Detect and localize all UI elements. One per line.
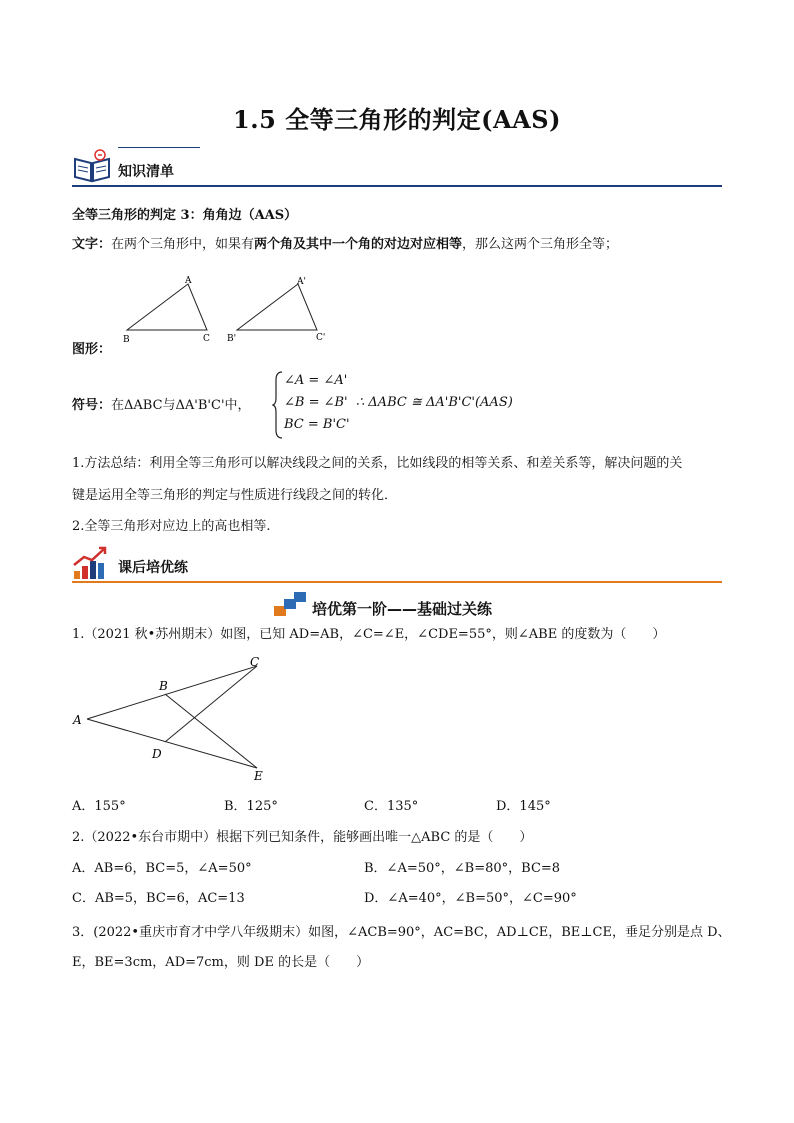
option-a[interactable]: A．AB=6，BC=5，∠A=50° (72, 861, 252, 876)
figure-label: 图形： (72, 342, 112, 357)
section-header-practice (72, 539, 722, 583)
book-icon (72, 149, 112, 185)
condition-angle-b: ∠B = ∠B' (284, 395, 348, 410)
vertex-label-a: A (185, 276, 192, 286)
system-brace (272, 370, 284, 440)
question-1-text: 1.（2021 秋•苏州期末）如图，已知 AD=AB，∠C=∠E，∠CDE=55°，则∠ABE 的度数为（ ） (72, 627, 666, 642)
option-b[interactable]: B．∠A=50°，∠B=80°，BC=8 (364, 861, 561, 876)
height-note: 2.全等三角形对应边上的高也相等. (72, 519, 271, 534)
condition-angle-a: ∠A = ∠A' (284, 373, 348, 388)
question-1-figure (70, 652, 270, 784)
text-part-b: ，那么这两个三角形全等； (462, 237, 619, 252)
section-rule (72, 581, 722, 583)
text-bold: 两个角及其中一个角的对边对应相等 (254, 237, 463, 252)
option-d[interactable]: D．∠A=40°，∠B=50°，∠C=90° (364, 891, 577, 906)
text-part-a: 在两个三角形中，如果有 (111, 237, 255, 252)
section-top-rule (118, 147, 200, 148)
section-label: 知识清单 (118, 164, 174, 180)
method-summary-line1: 1.方法总结：利用全等三角形可以解决线段之间的关系，比如线段的相等关系、和差关系等，解决问题的关 (72, 456, 683, 471)
page-title: 1.5 全等三角形的判定(AAS) (233, 105, 561, 134)
triangle-a1b1c1 (227, 277, 325, 344)
point-label-a: A (73, 713, 82, 727)
point-label-c: C (250, 655, 260, 669)
section-label: 课后培优练 (118, 560, 188, 576)
question-3-line2: E，BE=3cm，AD=7cm，则 DE 的长是（ ） (72, 955, 370, 970)
option-c[interactable]: C．135° (364, 799, 419, 814)
point-label-e: E (254, 769, 263, 783)
conclusion: ∴ ΔABC ≅ ΔA'B'C'(AAS) (355, 395, 513, 410)
option-c[interactable]: C．AB=5，BC=6，AC=13 (72, 891, 245, 906)
vertex-label-b1: B' (227, 334, 237, 344)
point-label-b: B (159, 679, 168, 693)
section-header-knowledge (72, 143, 722, 187)
knowledge-text (72, 234, 724, 256)
symbol-text: 在ΔABC与ΔA'B'C'中， (111, 398, 251, 413)
symbol-label: 符号： (72, 398, 112, 413)
stairs-icon (274, 592, 310, 618)
point-label-d: D (152, 747, 162, 761)
vertex-label-c1: C' (316, 333, 326, 343)
knowledge-heading: 全等三角形的判定 3：角角边（AAS） (72, 208, 298, 223)
option-a[interactable]: A．155° (72, 799, 126, 814)
question-3-line1: 3．(2022•重庆市育才中学八年级期末）如图，∠ACB=90°，AC=BC，AD⊥CE，BE⊥CE，垂足分别是点 D、 (72, 925, 731, 940)
question-2-options (72, 858, 724, 912)
level-title: 培优第一阶——基础过关练 (312, 600, 493, 618)
text-label: 文字： (72, 237, 112, 252)
section-rule (72, 185, 722, 187)
triangle-figures (115, 272, 335, 348)
method-summary-line2: 键是运用全等三角形的判定与性质进行线段之间的转化． (72, 488, 398, 503)
question-1-options (72, 796, 724, 818)
vertex-label-a1: A' (297, 277, 306, 287)
level-heading (274, 592, 534, 622)
vertex-label-b: B (123, 335, 130, 345)
option-d[interactable]: D．145° (496, 799, 551, 814)
triangle-abc (123, 276, 210, 345)
vertex-label-c: C (203, 334, 210, 344)
condition-side-bc: BC = B'C' (284, 417, 350, 432)
symbol-system (284, 370, 513, 436)
option-b[interactable]: B．125° (224, 799, 278, 814)
growth-chart-icon (72, 545, 112, 581)
condition-angle-b-row (284, 392, 513, 414)
question-2-text: 2.（2022•东台市期中）根据下列已知条件，能够画出唯一△ABC 的是（ ） (72, 830, 533, 845)
